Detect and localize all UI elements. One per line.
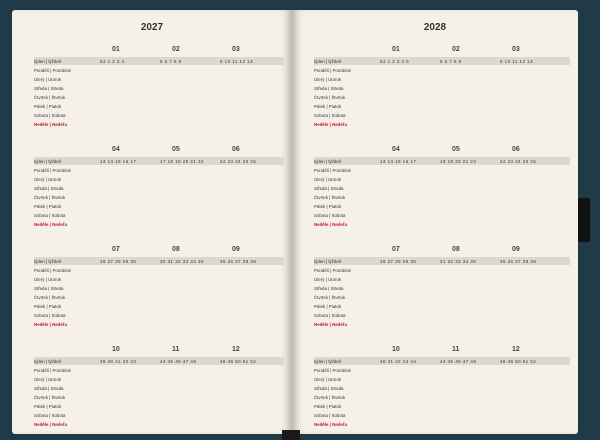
month-number: 09 [512, 246, 520, 253]
weekday-label: Čtvrtek | Štvrtok [34, 395, 66, 400]
month-number: 07 [112, 246, 120, 253]
weekday-label: Úterý | Utorok [34, 277, 62, 282]
week-numbers: 9 10 11 12 13 [500, 59, 534, 64]
month-number: 06 [512, 146, 520, 153]
week-numbers: 40 41 42 43 44 [380, 359, 417, 364]
month-number: 02 [172, 46, 180, 53]
month-number: 12 [232, 346, 240, 353]
month-number: 04 [112, 146, 120, 153]
weekday-label: Čtvrtek | Štvrtok [314, 295, 346, 300]
weekday-label: Středa | Streda [34, 286, 64, 291]
page-2028 [292, 10, 578, 434]
weekday-label: Středa | Streda [314, 386, 344, 391]
weekday-label: Sobota | Sobota [34, 313, 66, 318]
weekday-label: Pátek | Piatok [34, 204, 62, 209]
weekday-label: Sobota | Sobota [34, 213, 66, 218]
weekday-label: Úterý | Utorok [314, 277, 342, 282]
week-numbers: 30 31 32 33 34 35 [160, 259, 204, 264]
bookmark-ribbon [282, 430, 300, 440]
month-number: 10 [392, 346, 400, 353]
week-numbers: 39 40 41 42 43 [100, 359, 137, 364]
weekday-label: Pátek | Piatok [34, 404, 62, 409]
weekday-label: Sobota | Sobota [34, 413, 66, 418]
weekday-label: Čtvrtek | Štvrtok [34, 195, 66, 200]
week-numbers: 31 32 33 34 35 [440, 259, 477, 264]
week-numbers: 35 36 37 38 39 [220, 259, 257, 264]
page-2027 [12, 10, 292, 434]
weekday-label: Pondělí | Pondelok [314, 68, 351, 73]
weekday-label: Pátek | Piatok [34, 304, 62, 309]
week-numbers: 13 14 15 16 17 [380, 159, 417, 164]
weekday-label: Úterý | Utorok [314, 377, 342, 382]
month-number: 10 [112, 346, 120, 353]
weekday-label: Neděle | Nedeľa [314, 222, 347, 227]
weekday-label: Pondělí | Pondelok [314, 268, 351, 273]
weekday-label: Pondělí | Pondelok [34, 368, 71, 373]
week-numbers: 5 6 7 8 9 [160, 59, 182, 64]
weekday-label: Čtvrtek | Štvrtok [34, 95, 66, 100]
week-numbers: 52 1 2 3 4 5 [380, 59, 410, 64]
weekday-label: Neděle | Nedeľa [34, 322, 67, 327]
month-number: 05 [452, 146, 460, 153]
weekday-label: Neděle | Nedeľa [34, 422, 67, 427]
month-number: 11 [172, 346, 180, 353]
week-label: týden | týždeň [34, 59, 62, 64]
week-label: týden | týždeň [34, 259, 62, 264]
weekday-label: Pátek | Piatok [314, 304, 342, 309]
weekday-label: Pondělí | Pondelok [34, 268, 71, 273]
weekday-label: Sobota | Sobota [314, 113, 346, 118]
weekday-label: Pondělí | Pondelok [314, 368, 351, 373]
weekday-label: Středa | Streda [314, 186, 344, 191]
month-number: 08 [452, 246, 460, 253]
month-number: 02 [452, 46, 460, 53]
weekday-label: Čtvrtek | Štvrtok [314, 95, 346, 100]
week-label: týden | týždeň [314, 259, 342, 264]
weekday-label: Středa | Streda [314, 86, 344, 91]
week-numbers: 48 49 50 51 52 [220, 359, 257, 364]
weekday-label: Pondělí | Pondelok [34, 68, 71, 73]
year-title: 2027 [140, 22, 164, 33]
month-number: 03 [512, 46, 520, 53]
weekday-label: Středa | Streda [34, 386, 64, 391]
weekday-label: Sobota | Sobota [314, 213, 346, 218]
week-numbers: 26 27 28 29 30 [380, 259, 417, 264]
week-numbers: 26 27 28 29 30 [100, 259, 137, 264]
month-number: 09 [232, 246, 240, 253]
week-label: týden | týždeň [34, 359, 62, 364]
week-label: týden | týždeň [314, 159, 342, 164]
month-number: 07 [392, 246, 400, 253]
weekday-label: Pátek | Piatok [314, 104, 342, 109]
weekday-label: Úterý | Utorok [34, 177, 62, 182]
weekday-label: Sobota | Sobota [34, 113, 66, 118]
week-numbers: 18 19 20 21 22 [440, 159, 477, 164]
weekday-label: Neděle | Nedeľa [34, 122, 67, 127]
weekday-label: Neděle | Nedeľa [34, 222, 67, 227]
month-number: 08 [172, 246, 180, 253]
weekday-label: Úterý | Utorok [314, 177, 342, 182]
week-numbers: 35 36 37 38 39 [500, 259, 537, 264]
weekday-label: Neděle | Nedeľa [314, 422, 347, 427]
weekday-label: Úterý | Utorok [314, 77, 342, 82]
month-number: 03 [232, 46, 240, 53]
week-numbers: 53 1 2 3 4 [100, 59, 125, 64]
week-numbers: 22 23 24 25 26 [220, 159, 257, 164]
month-number: 11 [452, 346, 460, 353]
week-numbers: 5 6 7 8 9 [440, 59, 462, 64]
weekday-label: Čtvrtek | Štvrtok [314, 395, 346, 400]
weekday-label: Pátek | Piatok [314, 204, 342, 209]
weekday-label: Čtvrtek | Štvrtok [314, 195, 346, 200]
week-numbers: 22 23 24 25 26 [500, 159, 537, 164]
month-number: 05 [172, 146, 180, 153]
weekday-label: Pondělí | Pondelok [34, 168, 71, 173]
weekday-label: Úterý | Utorok [34, 377, 62, 382]
weekday-label: Úterý | Utorok [34, 77, 62, 82]
month-number: 06 [232, 146, 240, 153]
weekday-label: Pátek | Piatok [314, 404, 342, 409]
week-numbers: 17 18 19 20 21 22 [160, 159, 204, 164]
weekday-label: Pátek | Piatok [34, 104, 62, 109]
weekday-label: Sobota | Sobota [314, 313, 346, 318]
week-label: týden | týždeň [314, 359, 342, 364]
weekday-label: Pondělí | Pondelok [314, 168, 351, 173]
weekday-label: Středa | Streda [314, 286, 344, 291]
month-number: 01 [112, 46, 120, 53]
week-numbers: 13 14 15 16 17 [100, 159, 137, 164]
week-numbers: 44 45 46 47 48 [160, 359, 197, 364]
week-numbers: 44 45 46 47 48 [440, 359, 477, 364]
weekday-label: Čtvrtek | Štvrtok [34, 295, 66, 300]
month-number: 01 [392, 46, 400, 53]
month-number: 04 [392, 146, 400, 153]
week-label: týden | týždeň [34, 159, 62, 164]
elastic-strap [578, 198, 590, 242]
week-numbers: 48 49 50 51 52 [500, 359, 537, 364]
year-title: 2028 [423, 22, 447, 33]
weekday-label: Středa | Streda [34, 186, 64, 191]
week-label: týden | týždeň [314, 59, 342, 64]
week-numbers: 9 10 11 12 13 [220, 59, 254, 64]
weekday-label: Sobota | Sobota [314, 413, 346, 418]
month-number: 12 [512, 346, 520, 353]
weekday-label: Neděle | Nedeľa [314, 322, 347, 327]
weekday-label: Neděle | Nedeľa [314, 122, 347, 127]
weekday-label: Středa | Streda [34, 86, 64, 91]
